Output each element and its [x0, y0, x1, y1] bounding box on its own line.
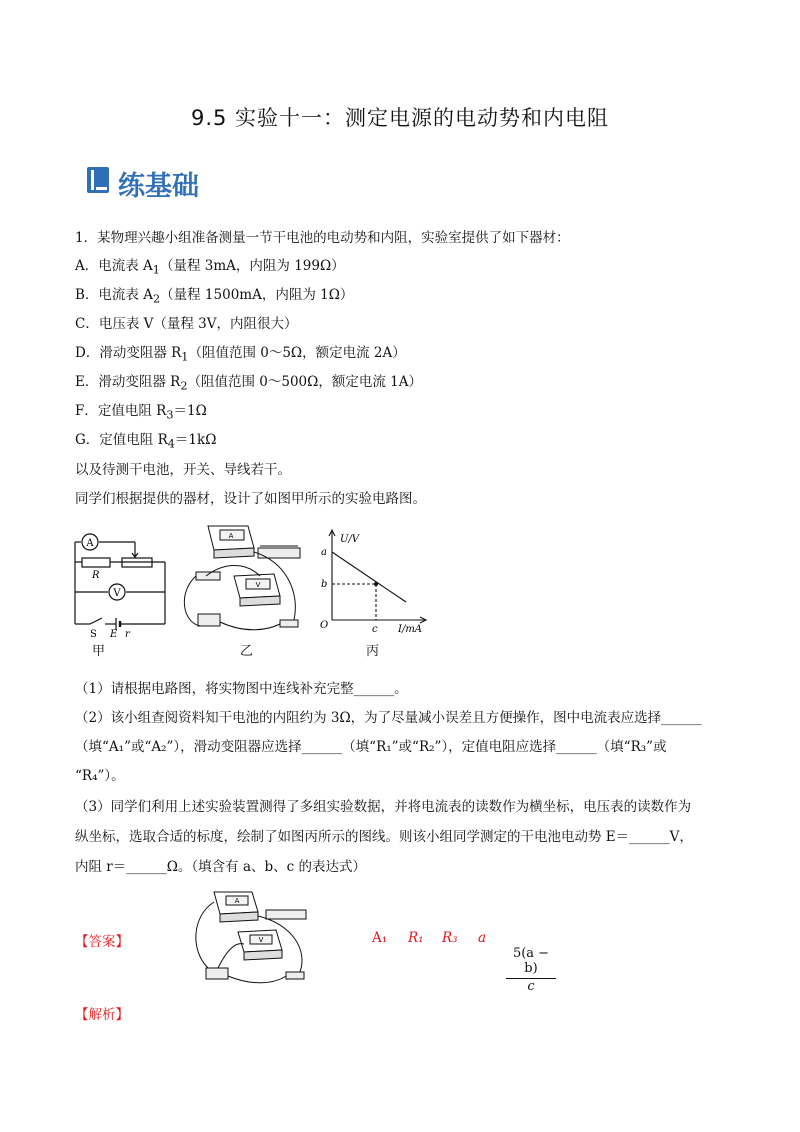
answer-label: 【答案】 [75, 934, 129, 950]
answer-emf: a [478, 930, 487, 946]
analysis-label: 【解析】 [75, 1007, 129, 1023]
part-2-line-1: （2）该小组查阅资料知干电池的内阻约为 3Ω，为了尽量减小误差且方便操作，图中电流表应选择______ [75, 710, 702, 726]
apparatus-sketch [176, 522, 311, 637]
answer-internal-resistance [506, 946, 556, 994]
caption-bing: 丙 [366, 644, 380, 659]
answer-voltmeter-label: V [258, 936, 264, 944]
option-a: A．电流表 $A_1$（量程 3mA，内阻为 199Ω） [75, 258, 345, 277]
part-3-line-1: （3）同学们利用上述实验装置测得了多组实验数据，并将电流表的读数作为横坐标，电压表的读数作为 [75, 799, 692, 815]
option-f: F．定值电阻 $R_3=1\Omega$ [75, 403, 207, 422]
part-1: （1）请根据电路图，将实物图中连线补充完整______。 [75, 681, 408, 697]
battery-r-label: r [125, 629, 130, 637]
graph-label-a: a [321, 547, 327, 558]
answer-rheostat: R₁ [408, 930, 424, 946]
graph-origin: O [320, 620, 329, 631]
question-intro: 1．某物理兴趣小组准备测量一节干电池的电动势和内阻，实验室提供了如下器材： [75, 230, 570, 246]
graph-xlabel: I/mA [398, 624, 423, 634]
graph-label-c: c [372, 624, 378, 634]
graph-ylabel: U/V [340, 534, 360, 545]
answer-ammeter-label: A [234, 897, 240, 905]
caption-jia: 甲 [92, 644, 106, 659]
switch-label: S [90, 629, 97, 637]
caption-yi: 乙 [240, 644, 254, 659]
circuit-diagram [70, 522, 170, 637]
apparatus-voltmeter-label: V [255, 581, 261, 589]
option-g: G．定值电阻 $R_4=1k\Omega$ [75, 432, 217, 451]
answer-ammeter: A₁ [372, 930, 388, 946]
option-c: C．电压表 V（量程 3V，内阻很大） [75, 316, 298, 332]
graph-label-b: b [321, 579, 328, 590]
part-2-line-2: （填“A₁”或“A₂”），滑动变阻器应选择______（填“R₁”或“R₂”），定值电阻应选择______（填“R₃”或 [75, 739, 667, 755]
page-title: 9.5 实验十一：测定电源的电动势和内电阻 [190, 106, 610, 130]
resistor-label: R [92, 570, 100, 581]
fraction-denominator: c [527, 979, 535, 994]
option-b: B．电流表 $A_2$（量程 1500mA，内阻为 1Ω） [75, 287, 354, 306]
option-e: E．滑动变阻器 $R_2$（阻值范围 0～500Ω，额定电流 1A） [75, 374, 422, 393]
answer-fixed-resistor: R₃ [442, 930, 458, 946]
section-title: 练基础 [118, 171, 199, 202]
answer-apparatus-sketch [188, 888, 318, 988]
ammeter-label: A [86, 538, 94, 549]
apparatus-ammeter-label: A [228, 532, 234, 540]
extra-materials: 以及待测干电池，开关、导线若干。 [75, 462, 291, 478]
part-3-line-2: 纵坐标，选取合适的标度，绘制了如图丙所示的图线。则该小组同学测定的干电池电动势 E＝______V， [75, 829, 693, 845]
part-3-line-3: 内阻 r＝______Ω。（填含有 a、b、c 的表达式） [75, 859, 367, 875]
book-icon [86, 166, 110, 194]
part-2-line-3: “R₄”）。 [75, 768, 125, 784]
ui-graph [318, 522, 430, 634]
design-line: 同学们根据提供的器材，设计了如图甲所示的实验电路图。 [75, 491, 426, 507]
voltmeter-label: V [113, 588, 121, 599]
option-d: D．滑动变阻器 $R_1$（阻值范围 0～5Ω，额定电流 2A） [75, 345, 406, 364]
fraction-numerator: 5(a − b) [506, 946, 556, 979]
battery-e-label: E [110, 629, 118, 637]
